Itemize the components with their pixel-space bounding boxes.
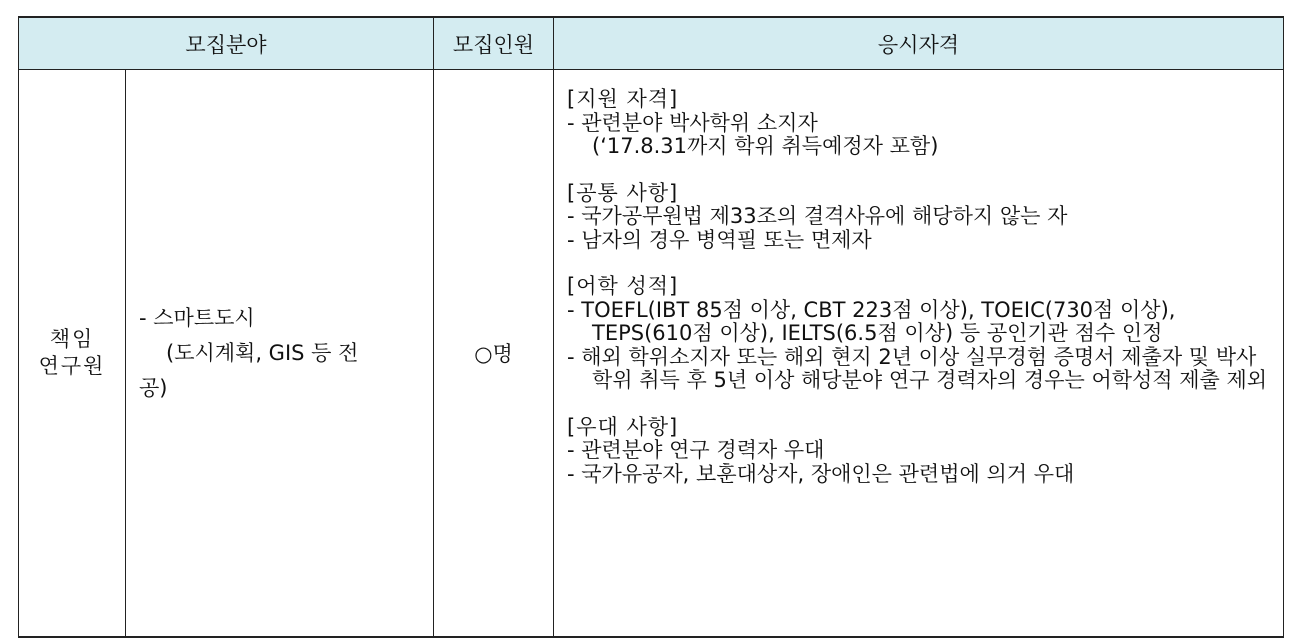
- list-item: - 관련분야 연구 경력자 우대: [567, 438, 825, 462]
- list-item: - 국가공무원법 제33조의 결격사유에 해당하지 않는 자: [567, 204, 1068, 228]
- position-line-2: 연구원: [38, 354, 106, 378]
- list-item: - TOEFL(IBT 85점 이상, CBT 223점 이상), TOEIC(730점 이상), TEPS(610점 이상), IELTS(6.5점 이상) 등 공인기관 점수 인정: [567, 297, 1176, 345]
- section-title: [어학 성적]: [567, 274, 679, 298]
- field-line-2: (도시계획, GIS 등 전: [166, 340, 359, 365]
- header-field: 모집분야: [19, 17, 434, 70]
- count-cell: ○명: [434, 70, 554, 638]
- section-support: [567, 88, 1273, 159]
- recruitment-table: [18, 16, 1284, 638]
- section-language: [567, 275, 1273, 393]
- field-line-3: 공): [139, 375, 168, 400]
- field-cell: [126, 70, 434, 638]
- section-common: [567, 182, 1273, 253]
- list-item-note: (‘17.8.31까지 학위 취득예정자 포함): [592, 134, 939, 158]
- section-title: [지원 자격]: [567, 87, 679, 111]
- table-row: [19, 70, 1284, 638]
- section-preference: [567, 416, 1273, 487]
- position-line-1: 책임: [49, 327, 95, 351]
- section-title: [우대 사항]: [567, 414, 679, 439]
- header-count: 모집인원: [434, 17, 554, 70]
- qualification-cell: [554, 70, 1284, 638]
- header-qualification: 응시자격: [554, 17, 1284, 70]
- list-item: - 남자의 경우 병역필 또는 면제자: [567, 227, 872, 252]
- list-item: - 관련분야 박사학위 소지자: [567, 110, 818, 135]
- header-row: [19, 17, 1284, 70]
- list-item: - 해외 학위소지자 또는 해외 현지 2년 이상 실무경험 증명서 제출자 및 박사학위 취득 후 5년 이상 해당분야 연구 경력자의 경우는 어학성적 제출 제외: [567, 344, 1268, 392]
- position-cell: [19, 70, 126, 638]
- section-title: [공통 사항]: [567, 180, 679, 205]
- list-item: - 국가유공자, 보훈대상자, 장애인은 관련법에 의거 우대: [567, 461, 1075, 486]
- field-line-1: - 스마트도시: [139, 305, 255, 330]
